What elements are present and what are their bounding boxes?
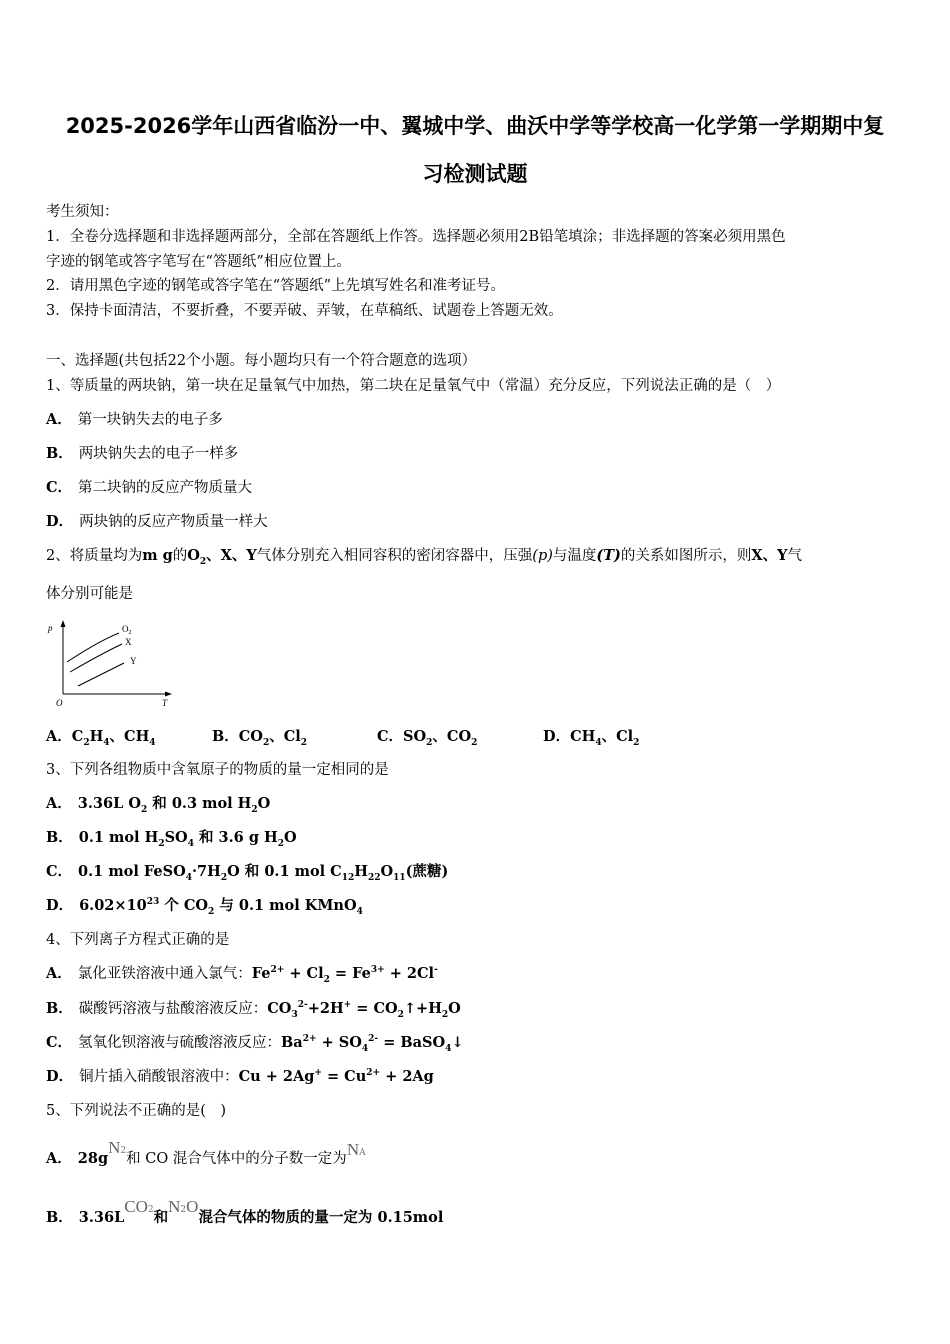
curve-label-y: Y <box>130 656 137 666</box>
formula-n2o: N2O <box>168 1197 199 1216</box>
x-axis-label: T <box>162 698 168 708</box>
question-2-option-b: B．$CO_2$、$Cl_2$ <box>212 728 308 748</box>
question-3-option-d: D． $6.02\times 10^{23}$ 个 $CO_2$ 与 0.1 mol KMnO$_4$ <box>46 897 363 917</box>
question-4-option-b: B． 碳酸钙溶液与盐酸溶液反应：$CO_3^{2-}+2H^+$ = $CO_2↑+H_2O$ <box>46 1000 461 1020</box>
question-3-option-b: B． 0.1 mol $H_2SO_4$ 和 3.6 g $H_2O$ <box>46 829 297 849</box>
section-heading: 一、选择题(共包括22个小题。每小题均只有一个符合题意的选项） <box>46 353 477 369</box>
notice-item-2: 2．请用黑色字迹的钢笔或答字笔在“答题纸”上先填写姓名和准考证号。 <box>46 278 506 294</box>
question-3-option-a: A． 3.36L $O_2$ 和 0.3 mol $H_2O$ <box>46 795 271 815</box>
question-5-option-a: A． 28gN2和 CO 混合气体中的分子数一定为NA <box>46 1138 366 1167</box>
question-5-stem: 5、下列说法不正确的是( ) <box>46 1103 227 1119</box>
question-1-stem: 1、等质量的两块钠，第一块在足量氧气中加热，第二块在足量氧气中（常温）充分反应，下列说法正确的是（ ） <box>46 378 781 394</box>
question-1-option-a: A． 第一块钠失去的电子多 <box>46 411 223 428</box>
formula-co2: CO2 <box>124 1197 154 1216</box>
question-2-option-d: D．$CH_4$、$Cl_2$ <box>543 728 640 748</box>
question-3-stem: 3、下列各组物质中含氧原子的物质的量一定相同的是 <box>46 762 389 778</box>
page-title: 2025-2026学年山西省临汾一中、翼城中学、曲沃中学等学校高一化学第一学期期中复 <box>65 114 885 138</box>
notice-heading: 考生须知： <box>46 204 119 220</box>
origin-label: O <box>56 698 63 708</box>
notice-item-1-cont: 字迹的钢笔或答字笔写在“答题纸”相应位置上。 <box>46 254 351 270</box>
question-2-stem: 2、将质量均为m g的$O_2$、X、Y气体分别充入相同容积的密闭容器中，压强(p)与温度(T)的关系如图所示，则X、Y气 <box>46 547 803 567</box>
question-4-option-a: A． 氯化亚铁溶液中通入氯气：$Fe^{2+} + Cl_2 = Fe^{3+} + 2Cl^-$ <box>46 965 438 985</box>
question-2-options <box>0 727 950 747</box>
question-1-option-b: B． 两块钠失去的电子一样多 <box>46 445 239 462</box>
page-title-line2: 习检测试题 <box>422 162 528 186</box>
curve-label-o2: $O_2$ <box>122 624 132 636</box>
question-2-option-c: C．$SO_2$、$CO_2$ <box>377 728 478 748</box>
question-2-stem-cont: 体分别可能是 <box>46 586 133 602</box>
question-1-option-d: D． 两块钠的反应产物质量一样大 <box>46 513 268 530</box>
notice-item-3: 3．保持卡面清洁，不要折叠，不要弄破、弄皱，在草稿纸、试题卷上答题无效。 <box>46 303 563 319</box>
pressure-temperature-graph <box>44 618 174 710</box>
question-4-option-c: C． 氢氧化钡溶液与硫酸溶液反应：$Ba^{2+} + SO_4^{2-}$ = BaSO$_4$↓ <box>46 1034 464 1054</box>
formula-n2: N2 <box>108 1138 127 1157</box>
question-4-stem: 4、下列离子方程式正确的是 <box>46 932 230 948</box>
notice-item-1: 1．全卷分选择题和非选择题两部分，全部在答题纸上作答。选择题必须用2B铅笔填涂；非选择题的答案必须用黑色 <box>46 229 786 245</box>
question-2-option-a: A．$C_2H_4$、$CH_4$ <box>46 728 156 748</box>
curve-label-x: X <box>125 637 132 647</box>
question-5-option-b: B． 3.36LCO2和N2O混合气体的物质的量一定为 0.15mol <box>46 1197 444 1226</box>
y-axis-label: p <box>48 623 53 633</box>
question-1-option-c: C． 第二块钠的反应产物质量大 <box>46 479 253 496</box>
formula-na: NA <box>346 1140 366 1159</box>
question-3-option-c: C． 0.1 mol $FeSO_4\cdot 7H_2O$ 和 0.1 mol $C_{12}H_{22}O_{11}$(蔗糖) <box>46 863 449 883</box>
question-4-option-d: D． 铜片插入硝酸银溶液中：$Cu + 2Ag^+ = Cu^{2+} + 2Ag$ <box>46 1068 434 1085</box>
